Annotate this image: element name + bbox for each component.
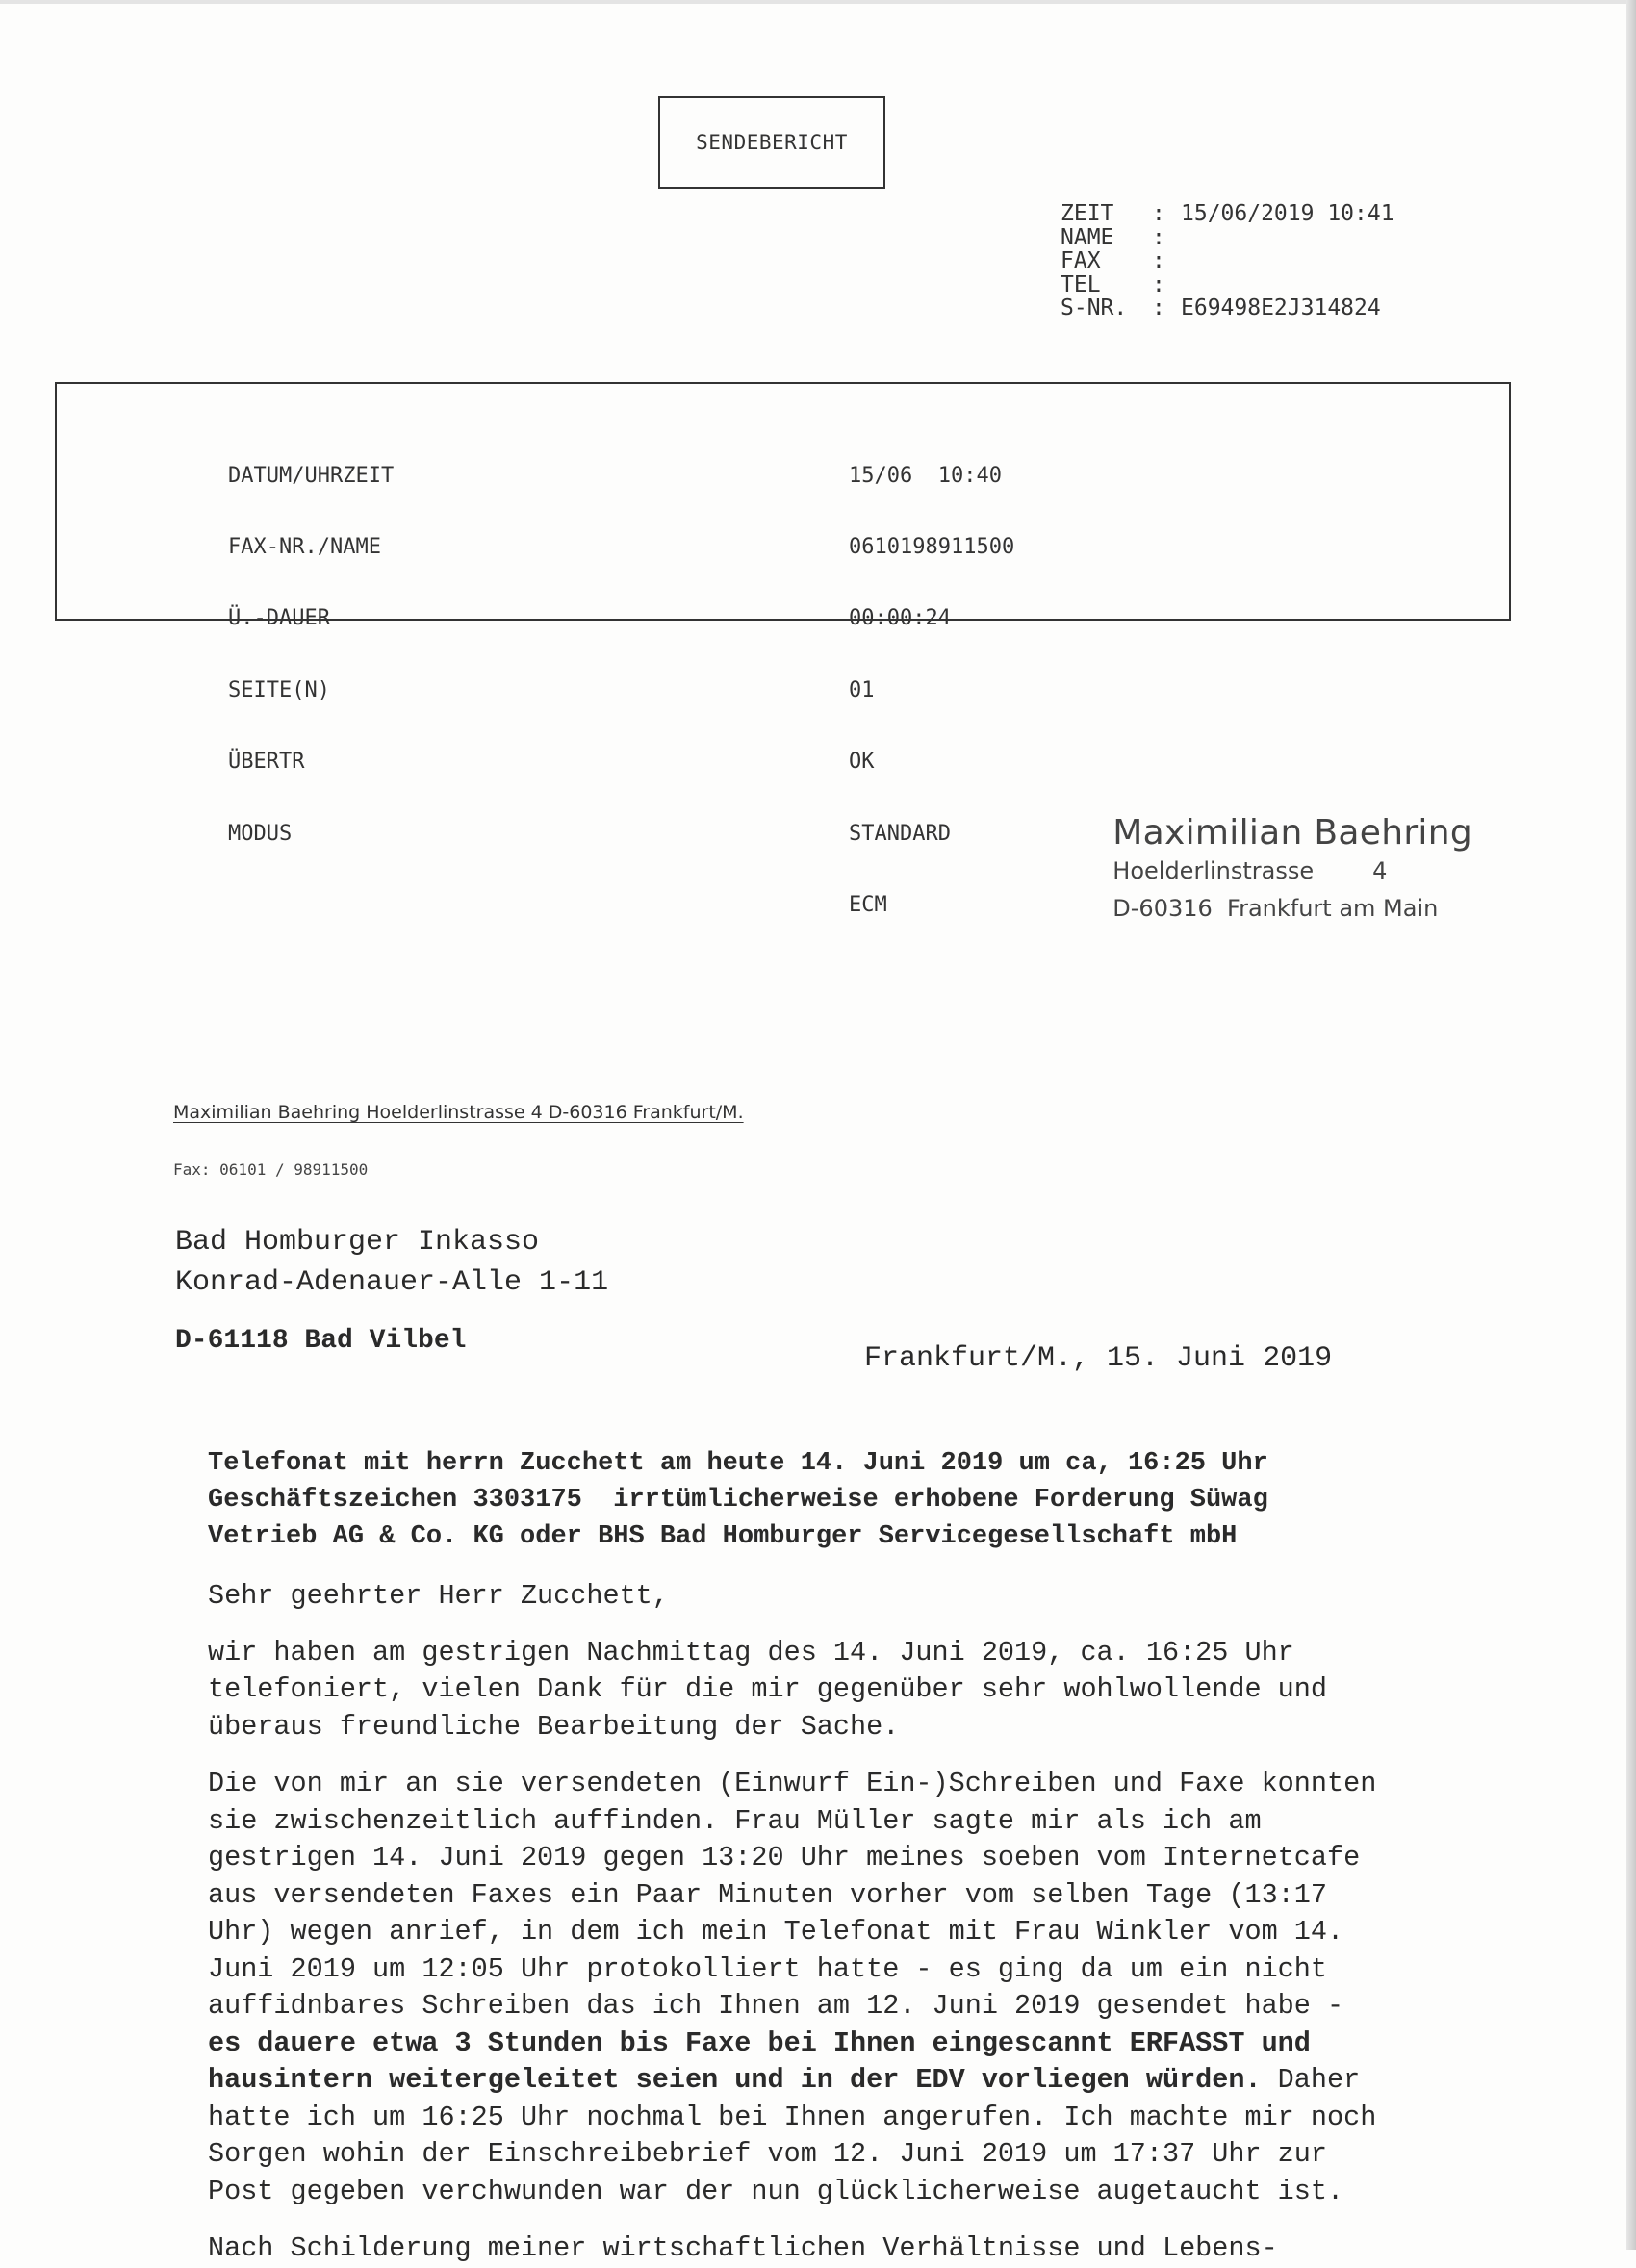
recipient-city: D-61118 Bad Vilbel [175, 1326, 467, 1356]
letter-body [208, 1578, 1459, 2268]
body-line: Uhr) wegen anrief, in dem ich mein Telefonat mit Frau Winkler vom 14. [208, 1916, 1344, 1948]
body-line: Die von mir an sie versendeten (Einwurf Ein-)Schreiben und Faxe konnten [208, 1768, 1377, 1799]
body-line: hatte ich um 16:25 Uhr nochmal bei Ihnen angerufen. Ich machte mir noch [208, 2101, 1377, 2133]
report-title-box [658, 96, 885, 189]
return-address-line: Maximilian Baehring Hoelderlinstrasse 4 D-60316 Frankfurt/M. [173, 1102, 744, 1123]
recipient-name: Bad Homburger Inkasso [175, 1226, 540, 1259]
report-key: ZEIT [1061, 201, 1114, 226]
body-span: Daher [1261, 2064, 1361, 2096]
scan-edge-top [0, 0, 1636, 4]
report-header [1061, 202, 1394, 320]
body-line: auffidnbares Schreiben das ich Ihnen am 12. Juni 2019 gesendet habe - [208, 1990, 1344, 2022]
paragraph-1 [208, 1635, 1459, 1746]
subject-line: Vetrieb AG & Co. KG oder BHS Bad Homburger Servicegesellschaft mbH [208, 1522, 1238, 1551]
transmission-value: 15/06 10:40 [849, 463, 1002, 488]
body-line-bold: es dauere etwa 3 Stunden bis Faxe bei Ihnen eingescannt ERFASST und [208, 2026, 1311, 2059]
paragraph-2 [208, 1766, 1459, 2210]
transmission-value: ECM [849, 892, 887, 917]
transmission-value: 00:00:24 [849, 606, 951, 631]
body-line-mixed [208, 2062, 1459, 2100]
transmission-label: Ü.-DAUER [228, 606, 330, 631]
subject-line: Geschäftszeichen 3303175 irrtümlicherweise erhobene Forderung Süwag [208, 1486, 1268, 1515]
transmission-labels [228, 417, 394, 894]
report-key: TEL [1061, 271, 1101, 297]
body-line: wir haben am gestrigen Nachmittag des 14. Juni 2019, ca. 16:25 Uhr [208, 1636, 1294, 1669]
report-header-row: NAME : [1061, 224, 1165, 250]
scan-edge-right [1626, 0, 1636, 2250]
body-line: telefoniert, vielen Dank für die mir gegenüber sehr wohlwollende und [208, 1673, 1327, 1705]
transmission-label: DATUM/UHRZEIT [228, 463, 395, 488]
transmission-label: FAX-NR./NAME [228, 534, 381, 559]
body-line: überaus freundliche Bearbeitung der Sache. [208, 1710, 900, 1743]
body-bold-span: hausintern weitergeleitet seien und in der EDV vorliegen würden. [208, 2064, 1262, 2096]
transmission-value: STANDARD [849, 821, 951, 846]
body-line: sie zwischenzeitlich auffinden. Frau Müller sagte mir als ich am [208, 1804, 1262, 1837]
transmission-value: 0610198911500 [849, 534, 1015, 559]
report-title: SENDEBERICHT [696, 131, 848, 154]
report-key: FAX [1061, 248, 1101, 273]
report-value: 15/06/2019 10:41 [1181, 201, 1394, 226]
body-line: gestrigen 14. Juni 2019 gegen 13:20 Uhr meines soeben vom Internetcafe [208, 1842, 1361, 1873]
transmission-value: OK [849, 750, 875, 775]
report-header-row: FAX : [1061, 248, 1165, 273]
transmission-label: SEITE(N) [228, 677, 330, 702]
body-line: Post gegeben verchwunden war der nun glücklicherweise augetaucht ist. [208, 2175, 1344, 2207]
report-header-row: ZEIT : 15/06/2019 10:41 [1061, 201, 1394, 226]
sender-name: Maximilian Baehring [1112, 813, 1472, 853]
salutation: Sehr geehrter Herr Zucchett, [208, 1580, 669, 1612]
recipient-address [175, 1222, 608, 1303]
report-key: NAME [1061, 224, 1114, 250]
sender-letterhead [1112, 813, 1472, 928]
report-header-row: S-NR. : E69498E2J314824 [1061, 295, 1381, 320]
report-header-row: TEL : [1061, 271, 1165, 297]
sender-street: Hoelderlinstrasse 4 [1112, 857, 1388, 884]
report-value: E69498E2J314824 [1181, 295, 1381, 320]
sender-fax-number: Fax: 06101 / 98911500 [173, 1160, 369, 1179]
sender-city: D-60316 Frankfurt am Main [1112, 895, 1439, 922]
subject-line: Telefonat mit herrn Zucchett am heute 14. Juni 2019 um ca, 16:25 Uhr [208, 1449, 1268, 1478]
letter-subject [208, 1445, 1420, 1555]
transmission-value: 01 [849, 677, 875, 702]
letter-date: Frankfurt/M., 15. Juni 2019 [864, 1342, 1333, 1375]
body-line: Sorgen wohin der Einschreibebrief vom 12. Juni 2019 um 17:37 Uhr zur [208, 2138, 1327, 2170]
report-key: S-NR. [1061, 295, 1128, 320]
body-line: aus versendeten Faxes ein Paar Minuten vorher vom selben Tage (13:17 [208, 1878, 1327, 1911]
recipient-street: Konrad-Adenauer-Alle 1-11 [175, 1266, 609, 1299]
transmission-label: MODUS [228, 821, 293, 846]
body-line: Juni 2019 um 12:05 Uhr protokolliert hatte - es ging da um ein nicht [208, 1952, 1327, 1985]
body-line-cut: Nach Schilderung meiner wirtschaftlichen Verhältnisse und Lebens- [208, 2232, 1278, 2264]
transmission-label: ÜBERTR [228, 750, 305, 775]
transmission-values [849, 417, 1014, 965]
